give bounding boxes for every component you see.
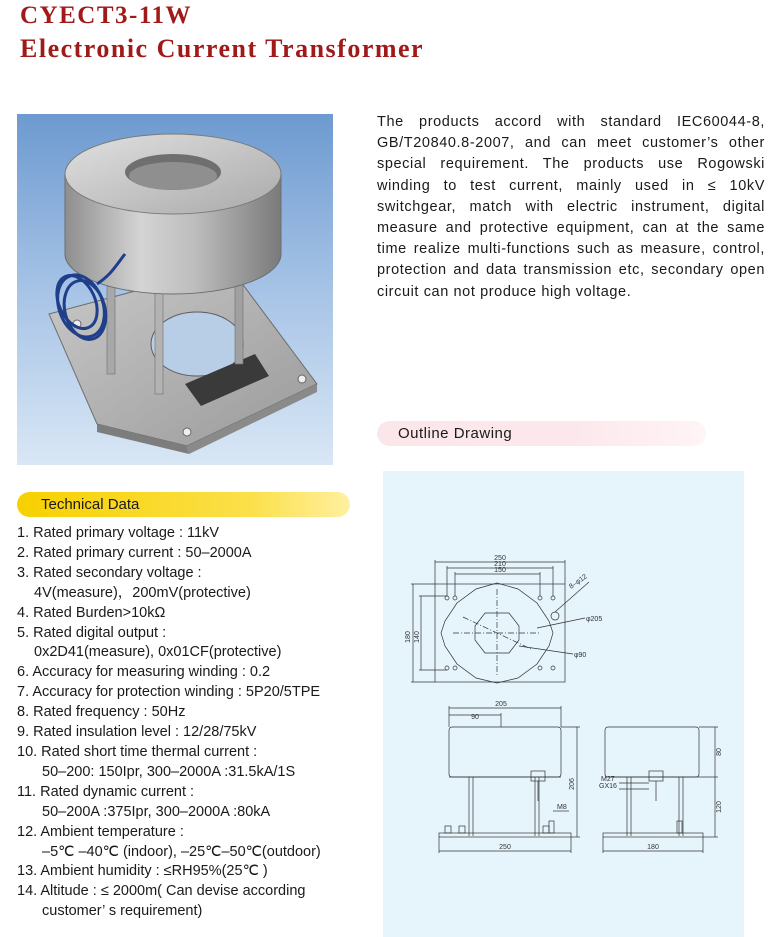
technical-data-label: Technical Data [41,496,140,513]
spec-item: 9. Rated insulation level : 12/28/75kV [17,724,257,741]
spec-item: 7. Accuracy for protection winding : 5P20/5TPE [17,684,321,701]
spec-item: 8. Rated frequency : 50Hz [17,704,186,721]
outline-drawing [383,471,744,937]
product-title: Electronic Current Transformer [20,34,425,63]
dim-80: 80 [716,748,723,756]
product-description: The products accord with standard IEC60044-8, GB/T20840.8-2007, and can meet customer’s other special requirement. The products use Rogowski winding to test current, mainly used in ≤ 10kV switchgear, match with electric instrument, digital measure and protective equipment, can at the same time realize multi-functions such as measure, control, protection and data transmission etc, secondary open circuit can not produce high voltage. [377,114,765,300]
dim-250-front: 250 [499,844,511,851]
spec-item: 6. Accuracy for measuring winding : 0.2 [17,664,271,681]
spec-item: 13. Ambient humidity : ≤RH95%(25℃ ) [17,863,268,880]
technical-data-header [17,492,350,517]
dim-d205: φ205 [586,616,603,623]
spec-item: 4. Rated Burden>10kΩ [17,604,166,621]
spec-item: customer’ s requirement) [42,903,203,920]
dim-90: 90 [471,714,479,721]
dim-120: 120 [716,801,723,813]
product-photo [17,114,333,465]
spec-item: 11. Rated dynamic current : [17,783,195,800]
spec-item: 0x2D41(measure), 0x01CF(protective) [34,644,282,661]
spec-item: 50–200A :375Ipr, 300–2000A :80kA [42,803,271,820]
dim-205: 205 [495,701,507,708]
spec-item: 14. Altitude : ≤ 2000m( Can devise according [17,883,306,900]
label-m8: M8 [557,804,567,811]
dim-180: 180 [405,631,412,643]
outline-drawing-header [377,421,706,446]
dim-140: 140 [414,631,421,643]
spec-item: 50–200: 150Ipr, 300–2000A :31.5kA/1S [42,763,296,780]
dim-250: 250 [494,555,506,562]
label-m27: M27 [601,776,615,783]
spec-item: 1. Rated primary voltage : 11kV [17,525,220,541]
spec-item: –5℃ –40℃ (indoor), –25℃–50℃(outdoor) [42,843,321,860]
dim-180-side: 180 [647,844,659,851]
spec-item: 4V(measure)，200mV(protective) [34,584,251,601]
spec-item: 5. Rated digital output : [17,624,167,641]
dim-d90: φ90 [574,652,587,659]
spec-item: 3. Rated secondary voltage : [17,564,202,581]
spec-item: 2. Rated primary current : 50–2000A [17,544,252,561]
dim-210: 210 [494,561,506,568]
spec-item: 12. Ambient temperature : [17,823,184,840]
model-title: CYECT3-11W [20,2,192,29]
dim-hole: 8–φ12 [568,573,589,591]
dim-150: 150 [494,567,506,574]
dim-206: 206 [569,778,576,790]
outline-drawing-label: Outline Drawing [398,425,513,442]
technical-data-list [17,524,362,922]
spec-item: 10. Rated short time thermal current : [17,743,258,760]
label-gx16: GX16 [599,783,617,790]
